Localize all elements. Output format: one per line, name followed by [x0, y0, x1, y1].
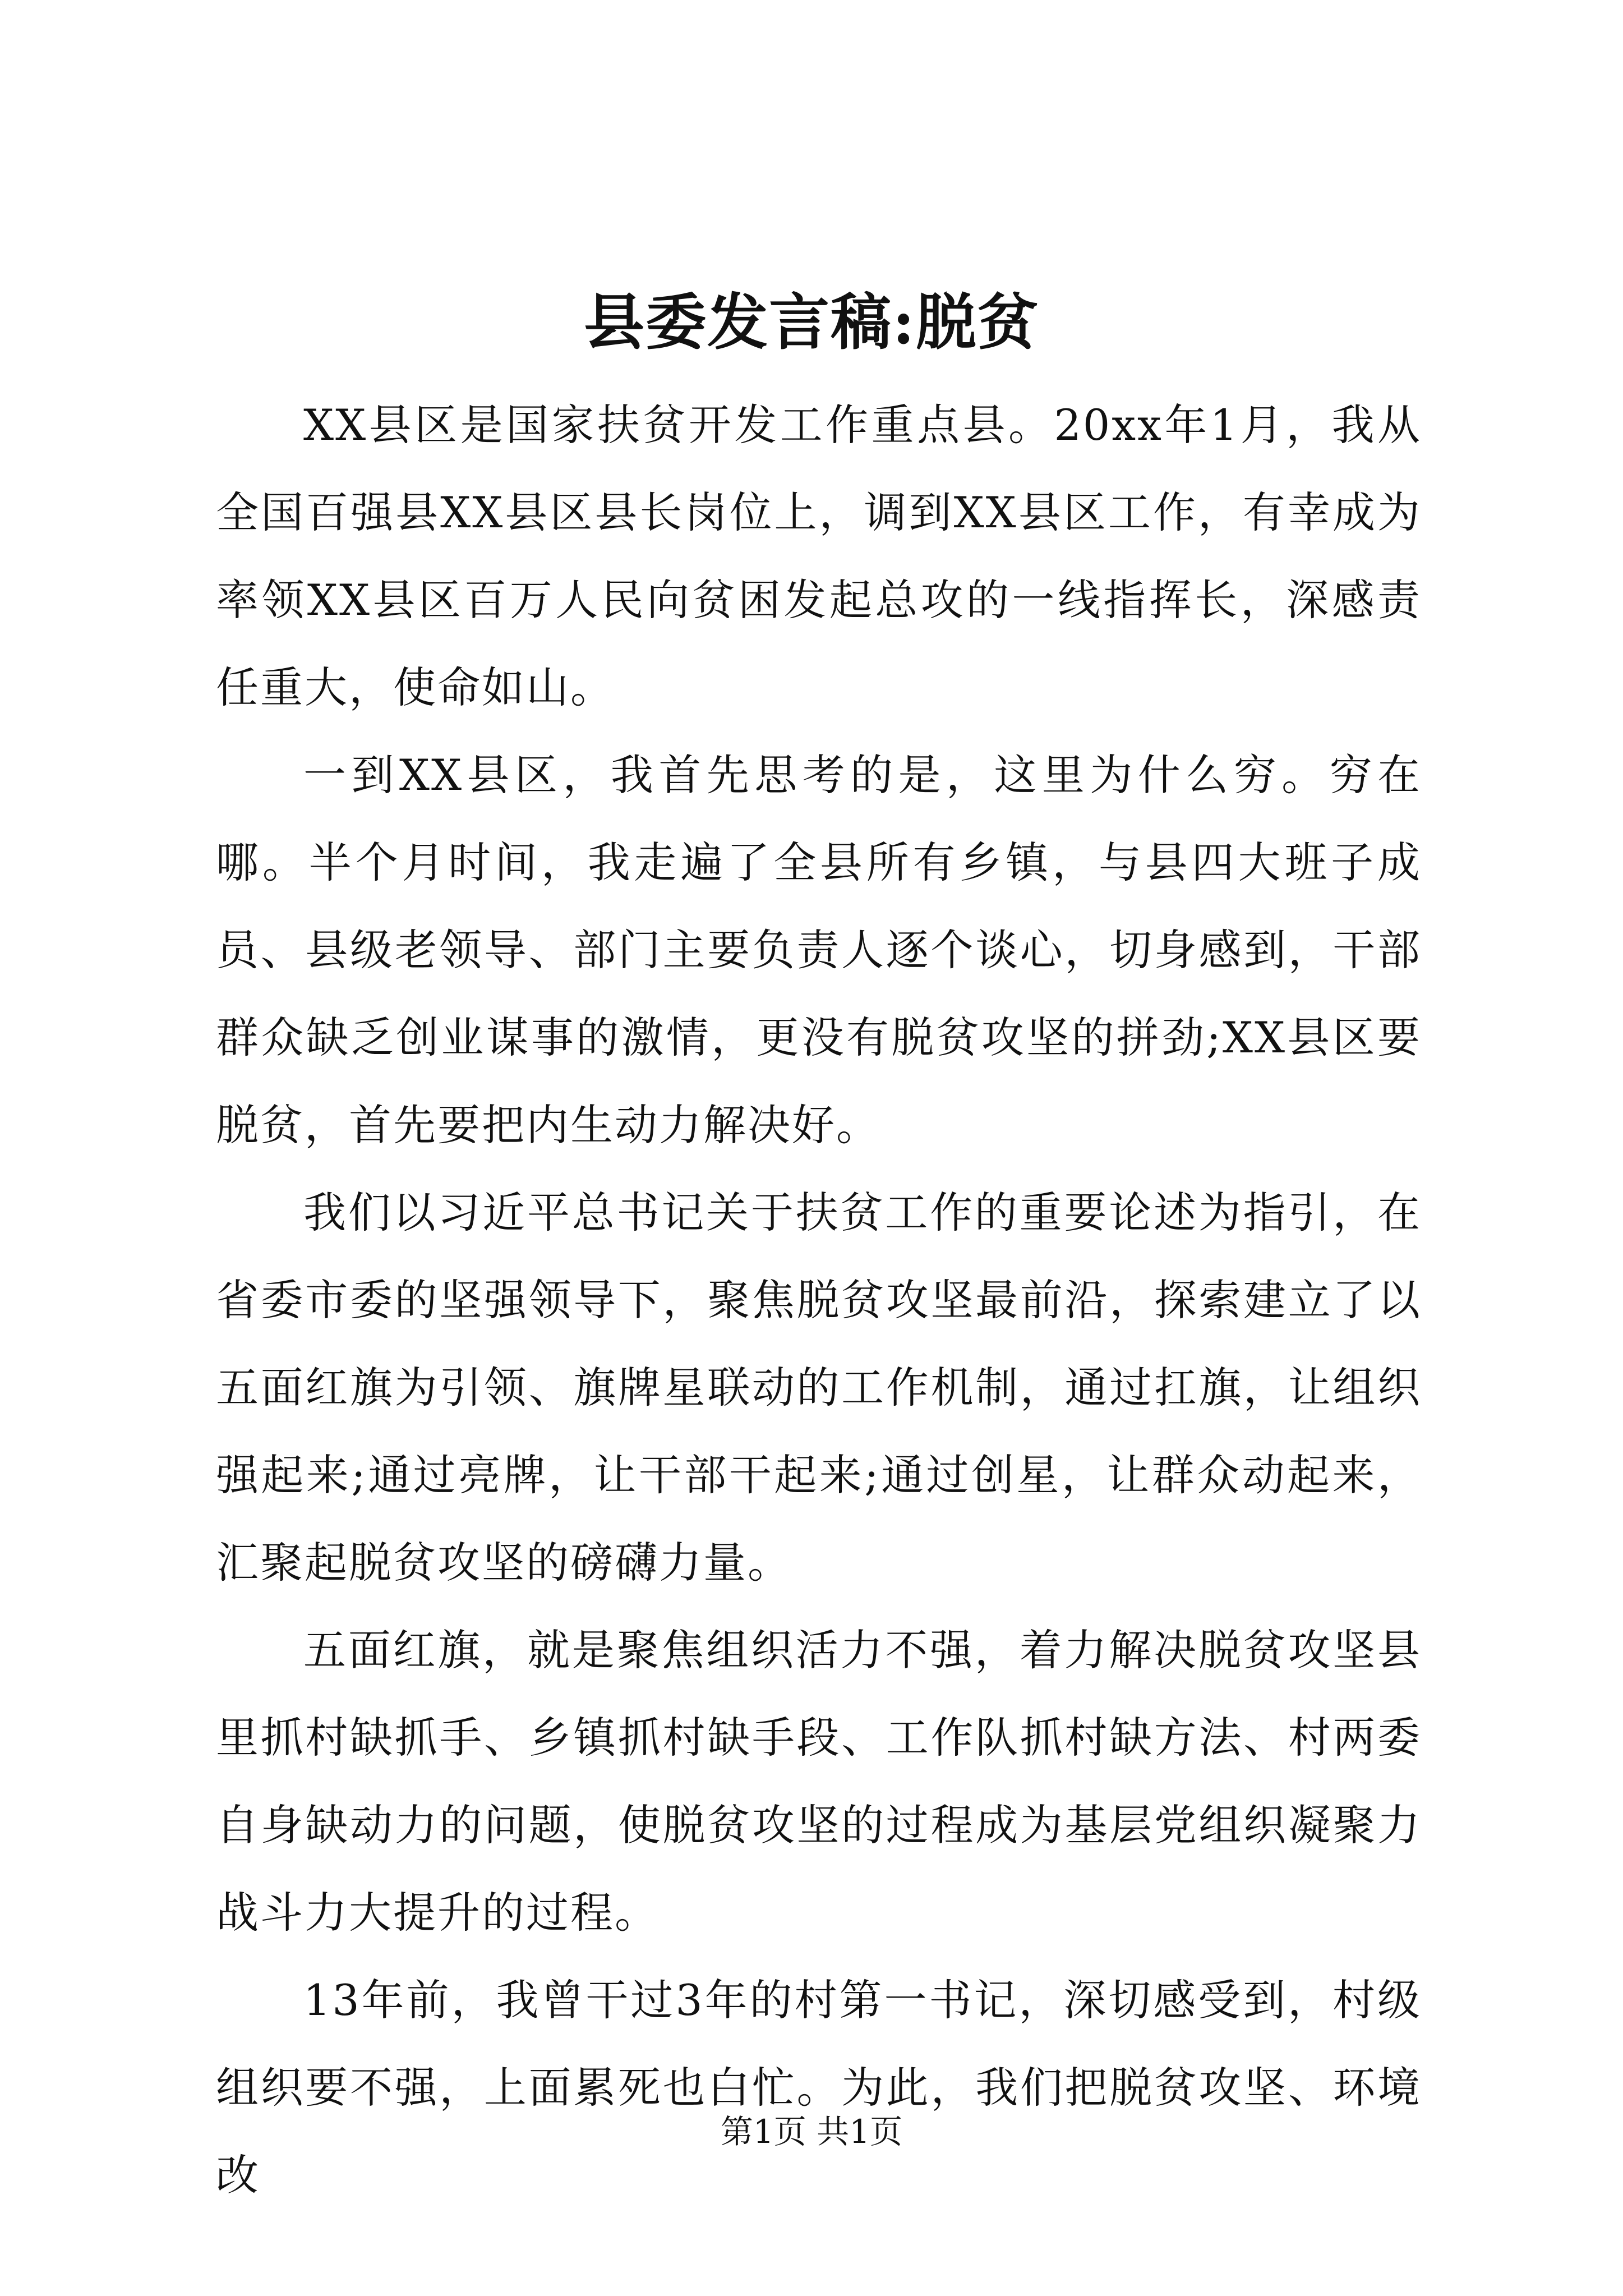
document-body: [216, 381, 1422, 2219]
paragraph-1: XX县区是国家扶贫开发工作重点县。20xx年1月，我从全国百强县XX县区县长岗位上，调到XX县区工作，有幸成为率领XX县区百万人民向贫困发起总攻的一线指挥长，深感责任重大，使命如山。: [216, 400, 1422, 712]
paragraph-4: 五面红旗，就是聚焦组织活力不强，着力解决脱贫攻坚县里抓村缺抓手、乡镇抓村缺手段、工作队抓村缺方法、村两委自身缺动力的问题，使脱贫攻坚的过程成为基层党组织凝聚力战斗力大提升的过程。: [216, 1625, 1422, 1938]
paragraph-2: 一到XX县区，我首先思考的是，这里为什么穷。穷在哪。半个月时间，我走遍了全县所有乡镇，与县四大班子成员、县级老领导、部门主要负责人逐个谈心，切身感到，干部群众缺乏创业谋事的激情，更没有脱贫攻坚的拼劲;XX县区要脱贫，首先要把内生动力解决好。: [216, 750, 1422, 1150]
paragraph-3: 我们以习近平总书记关于扶贫工作的重要论述为指引，在省委市委的坚强领导下，聚焦脱贫攻坚最前沿，探索建立了以五面红旗为引领、旗牌星联动的工作机制，通过扛旗，让组织强起来;通过亮牌，让干部干起来;通过创星，让群众动起来，汇聚起脱贫攻坚的磅礴力量。: [216, 1188, 1422, 1588]
document-title: 县委发言稿:脱贫: [584, 287, 1039, 358]
paragraph-5: 13年前，我曾干过3年的村第一书记，深切感受到，村级组织要不强，上面累死也白忙。为此，我们把脱贫攻坚、环境改: [216, 1975, 1422, 2200]
page-footer: 第1页 共1页: [720, 2113, 903, 2151]
